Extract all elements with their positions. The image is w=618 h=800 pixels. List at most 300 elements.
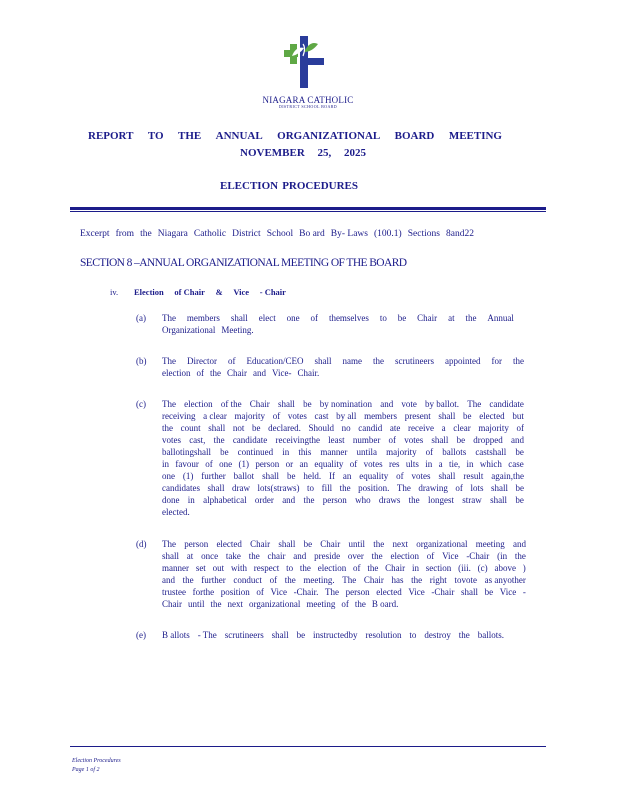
word: elected [216,539,242,549]
word: section [425,563,452,573]
report-title-line1 [88,130,502,142]
word: Organizational [162,325,216,335]
word: and [293,551,307,561]
org-subtitle: DISTRICT SCHOOL BOARD [278,104,338,109]
word: in [187,495,195,505]
word: shall [162,551,179,561]
word: BOARD [394,130,435,142]
word: Vice [233,287,250,297]
word: If [328,471,335,481]
word: meeting [306,599,336,609]
word: person [184,539,209,549]
subsection-number: iv. [110,287,119,297]
word: the [408,495,420,505]
word: elect [258,313,276,323]
word: appointed [444,356,481,366]
item-text-c [162,398,524,518]
word: by nomination [319,399,373,409]
word: in [162,459,170,469]
text-line [162,482,524,494]
word: equality [359,471,389,481]
word: case [508,459,524,469]
footer-rule [70,746,546,747]
word: be [484,587,494,597]
word: Chair [363,575,384,585]
word: elected [479,411,505,421]
word: ults [405,459,419,469]
word: one [162,471,175,481]
word: the [367,563,379,573]
word: Chair [417,313,438,323]
word: Vice [408,587,425,597]
word: - [522,587,526,597]
word: shall [431,435,449,445]
word: be [515,483,524,493]
word: preside [314,551,341,561]
word: the [458,630,470,640]
word: candidate [232,435,268,445]
word: longest [427,495,454,505]
word: The [396,483,411,493]
word: of [425,447,434,457]
word: TO [147,130,164,142]
text-line [162,506,524,518]
word: number [352,435,381,445]
word: has [391,575,404,585]
word: least [328,435,345,445]
word: -Chair [431,587,455,597]
text-line [162,312,514,324]
word: tie, [448,459,461,469]
word: untila [356,447,377,457]
word: the [299,563,311,573]
text-line [162,470,524,482]
word: present [404,411,431,421]
word: receivingthe [275,435,320,445]
word: of [205,459,213,469]
word: the [512,356,524,366]
word: elected [376,587,402,597]
word: the [213,435,225,445]
word: the [182,575,194,585]
word: be [303,399,312,409]
word: 2025 [344,147,366,159]
word: with [230,563,247,573]
word: candid [358,423,383,433]
word: lots [470,483,484,493]
word: The [467,399,482,409]
word: members [186,313,220,323]
word: the [140,229,152,239]
word: be [296,630,306,640]
word: not [232,423,245,433]
word: and [380,399,394,409]
word: person [345,587,370,597]
word: of Chair [174,287,205,297]
word: forthe [192,587,215,597]
word: the [210,368,221,378]
word: the [248,551,260,561]
word: the [354,599,366,609]
word: at [448,313,455,323]
word: shall [271,630,289,640]
word: once [201,551,219,561]
word: draws [378,495,401,505]
footer-page-number: Page 1 of 2 [72,767,100,773]
word: of [227,356,236,366]
word: Chair [320,539,341,549]
word: shall [438,471,456,481]
word: Chair [162,599,182,609]
word: respect [253,563,280,573]
word: ballot [233,471,255,481]
item-text-e [162,629,504,641]
word: cast, [189,435,206,445]
report-title-subject [220,180,358,192]
word: equality [314,459,344,469]
word: but [512,411,524,421]
text-line [162,494,524,506]
word: of [388,435,397,445]
word: lots(straws) [257,483,300,493]
word: shall [314,356,332,366]
word: the [465,313,477,323]
word: be [286,471,296,481]
word: to [409,630,417,640]
word: favour [175,459,199,469]
word: shall [490,495,508,505]
text-line [162,422,524,434]
word: organizational [416,539,468,549]
word: and [162,575,175,585]
word: in [282,447,290,457]
word: set [195,563,206,573]
word: no [341,423,351,433]
word: person [255,459,280,469]
word: Vice [499,587,517,597]
word: of [455,483,463,493]
text-line [162,398,524,410]
word: dropped [473,435,503,445]
word: (in [497,551,508,561]
word: ANNUAL [215,130,263,142]
word: to [307,483,315,493]
word: by ballot. [425,399,460,409]
word: meeting [475,539,505,549]
word: continued [237,447,274,457]
word: Vice- [272,368,292,378]
word: take [225,551,241,561]
word: over [347,551,364,561]
word: at [186,551,194,561]
item-text-a [162,312,514,336]
word: an [299,459,309,469]
word: REPORT [88,130,134,142]
word: (iii. [458,563,471,573]
item-label-b: (b) [136,356,147,366]
word: of [341,599,349,609]
word: of the [220,399,242,409]
word: be [220,447,229,457]
word: the [210,599,222,609]
word: The [162,399,176,409]
word: above [494,563,516,573]
word: alphabetical [203,495,247,505]
word: a [441,423,446,433]
word: and [510,435,524,445]
word: election [184,399,213,409]
item-label-a: (a) [136,313,146,323]
word: majority [234,411,266,421]
word: Excerpt [80,229,110,239]
word: Vice [442,551,459,561]
text-line [162,458,524,470]
word: next [392,539,408,549]
word: chair [267,551,286,561]
word: Annual [487,313,514,323]
word: trustee [162,587,186,597]
word: tovote [454,575,477,585]
word: Election [134,287,164,297]
word: ate [389,423,401,433]
word: votes [411,471,431,481]
word: and [282,495,296,505]
word: of [272,411,281,421]
word: ELECTION [220,180,279,192]
word: cast [314,411,329,421]
word: 25, [317,147,332,159]
word: the [339,483,351,493]
word: the [411,575,423,585]
footer-document-name: Election Procedures [72,758,121,764]
word: majority [386,447,417,457]
word: the [284,575,296,585]
word: shall [208,423,226,433]
word: instructedby [313,630,358,640]
word: of [516,423,524,433]
word: the [373,539,385,549]
word: resolution [365,630,402,640]
word: shall [278,539,296,549]
word: the [372,356,384,366]
word: further [201,471,226,481]
report-title-date [240,147,366,159]
word: of [196,368,204,378]
word: right [429,575,447,585]
text-line [162,586,526,598]
word: receive [408,423,434,433]
word: candidate [489,399,524,409]
word: be [515,495,524,505]
word: straw [462,495,482,505]
word: as anyother [484,575,526,585]
text-line [162,629,504,641]
subsection-title [134,287,286,297]
word: of [349,459,358,469]
word: a clear [203,411,227,421]
word: Bo ard [299,229,325,239]
word: the [371,551,383,561]
word: scrutineers [224,630,264,640]
text-line [162,550,526,562]
word: election [162,368,191,378]
header-rule-thick [70,207,546,210]
word: be [456,435,466,445]
word: by all [336,411,357,421]
word: count [180,423,201,433]
org-name: NIAGARA CATHOLIC [262,95,354,105]
word: - Chair [259,287,286,297]
word: Education/CEO [246,356,304,366]
item-label-d: (d) [136,539,147,549]
word: Should [308,423,335,433]
word: votes [404,435,424,445]
word: votes [363,459,383,469]
word: or [285,459,294,469]
word: scrutineers [394,356,434,366]
text-line [162,446,524,458]
item-label-e: (e) [136,630,146,640]
word: position [220,587,250,597]
word: of [353,563,361,573]
item-text-b [162,355,524,379]
word: which [479,459,502,469]
word: Vice [270,587,287,597]
word: and [512,539,526,549]
word: destroy [424,630,451,640]
word: be [303,539,313,549]
text-line [162,355,524,367]
word: the [303,495,315,505]
word: in [466,459,474,469]
word: castshall [475,447,507,457]
word: clear [453,423,471,433]
word: shall [490,483,508,493]
word: meeting. [303,575,335,585]
word: B oard. [371,599,399,609]
word: result [463,471,484,481]
word: out [212,563,225,573]
word: District [232,229,261,239]
word: ballotingshall [162,447,211,457]
word: until [188,599,205,609]
word: 8and22 [446,229,474,239]
text-line [162,434,524,446]
word: elected. [162,507,190,517]
word: Catholic [193,229,227,239]
item-label-c: (c) [136,399,146,409]
word: conduct [233,575,262,585]
word: for [491,356,502,366]
word: shall [207,483,225,493]
text-line [162,598,526,610]
word: ORGANIZATIONAL [277,130,381,142]
word: fill [321,483,333,493]
word: THE [178,130,202,142]
word: to [286,563,294,573]
word: candidates [162,483,200,493]
word: By- Laws [330,229,368,239]
word: - The [197,630,217,640]
word: next [227,599,244,609]
word: themselves [328,313,369,323]
word: held. [303,471,322,481]
word: the [162,423,173,433]
word: -Chair. [293,587,319,597]
word: manner [320,447,348,457]
text-line [162,562,526,574]
word: again,the [491,471,524,481]
word: of [269,575,278,585]
word: declared. [268,423,301,433]
word: (1) [182,471,194,481]
word: be [252,423,261,433]
word: PROCEDURES [282,180,358,192]
word: The [162,356,176,366]
text-line [162,410,524,422]
text-line [162,538,526,550]
word: of [426,551,435,561]
word: in [425,459,433,469]
word: be [515,447,524,457]
word: (100.1) [374,229,402,239]
word: to [379,313,387,323]
word: position. [358,483,390,493]
word: The [162,313,176,323]
word: votes [162,435,181,445]
section-heading: SECTION 8 –ANNUAL ORGANIZATIONAL MEETING OF THE BOARD [80,257,407,269]
word: be [463,411,472,421]
word: who [355,495,371,505]
word: The [342,575,357,585]
word: B allots [162,630,190,640]
word: ballots [442,447,467,457]
word: (1) [238,459,249,469]
word: & [215,287,223,297]
word: organizational [249,599,301,609]
word: an [342,471,352,481]
text-line [162,367,524,379]
word: one [219,459,233,469]
word: one [286,313,300,323]
word: manner [162,563,189,573]
niagara-catholic-logo-icon [284,36,324,88]
word: Chair. [297,368,320,378]
word: -Chair [466,551,490,561]
word: MEETING [448,130,502,142]
word: Chair [385,563,406,573]
word: Meeting. [221,325,254,335]
item-text-d [162,538,526,610]
word: in [411,563,419,573]
word: draw [232,483,251,493]
word: a [438,459,443,469]
word: of [256,587,264,597]
word: shall [262,471,280,481]
word: person [322,495,347,505]
word: Chair [227,368,247,378]
word: majority [478,423,509,433]
word: of [396,471,404,481]
word: name [342,356,362,366]
word: ballots. [477,630,504,640]
word: from [115,229,135,239]
word: School [266,229,294,239]
word: The [324,587,339,597]
word: Chair [250,539,271,549]
word: shall [230,313,248,323]
word: ) [522,563,526,573]
